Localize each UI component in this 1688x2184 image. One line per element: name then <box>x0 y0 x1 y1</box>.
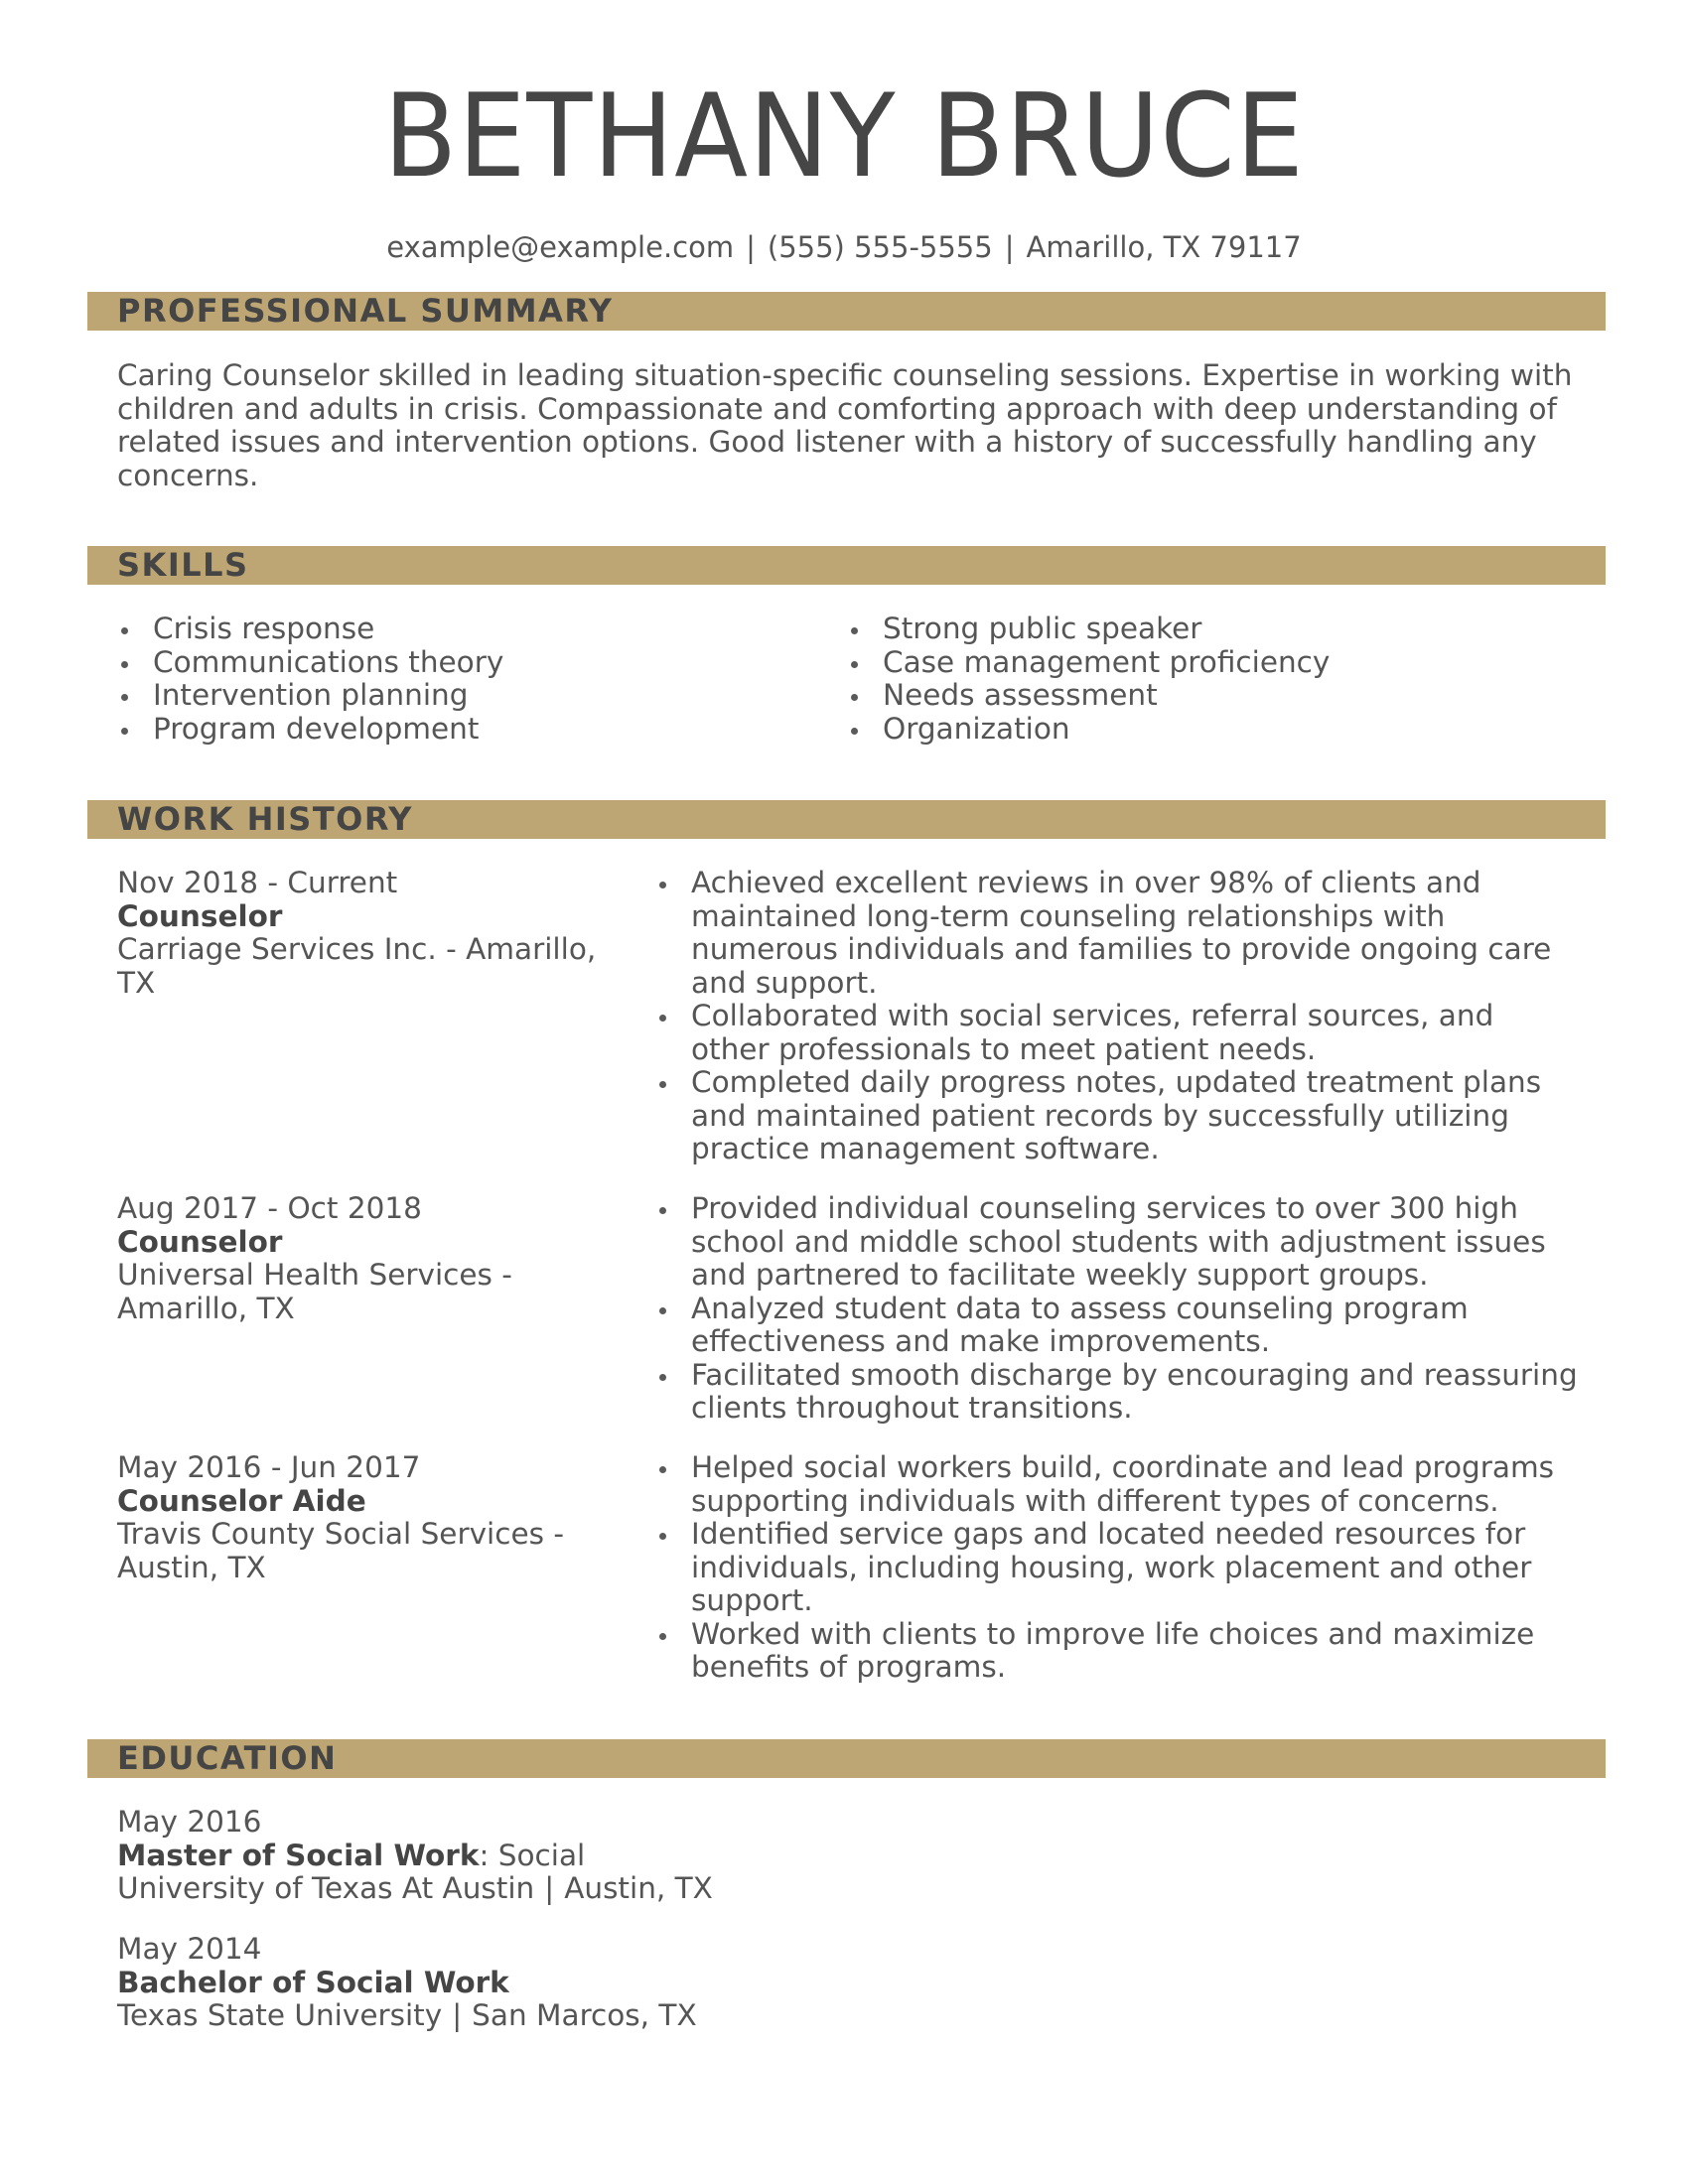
education-degree: Bachelor of Social Work <box>117 1965 509 1999</box>
job-title: Counselor Aide <box>117 1483 366 1518</box>
contact-separator: | <box>746 230 756 264</box>
skill-item: Strong public speaker <box>847 613 1330 646</box>
skill-item: Organization <box>847 713 1330 747</box>
summary-section-bar <box>87 292 1606 331</box>
education-location: Austin, TX <box>564 1871 713 1905</box>
skills-section-title: SKILLS <box>117 546 249 584</box>
job-bullets <box>655 867 1579 1166</box>
education-field: : Social <box>479 1838 586 1872</box>
job-bullet: Facilitated smooth discharge by encouraging and reassuring clients throughout transitions. <box>655 1359 1579 1426</box>
contact-line <box>0 230 1688 264</box>
job-title: Counselor <box>117 1224 283 1259</box>
summary-text: Caring Counselor skilled in leading situation-specific counseling sessions. Expertise in working with children and adults in crisis. Compassionate and comforting approach with deep understanding of related issues and intervention options. Good listener with a history of successfully handling any concerns. <box>117 358 1573 492</box>
job-meta <box>117 1451 633 1584</box>
skill-item: Needs assessment <box>847 679 1330 713</box>
job-bullet: Worked with clients to improve life choices and maximize benefits of programs. <box>655 1618 1579 1685</box>
resume-header <box>0 69 1688 264</box>
skill-item: Case management proficiency <box>847 646 1330 680</box>
skills-list-left <box>117 613 503 746</box>
job-bullet: Completed daily progress notes, updated treatment plans and maintained patient records by successfully utilizing practice management software. <box>655 1066 1579 1166</box>
education-date: May 2016 <box>117 1805 262 1839</box>
education-separator: | <box>452 1998 463 2032</box>
candidate-name: BETHANY BRUCE <box>383 69 1305 204</box>
job-company: Carriage Services Inc. - Amarillo, TX <box>117 932 597 1000</box>
education-separator: | <box>544 1871 555 1905</box>
job-bullets <box>655 1192 1579 1426</box>
education-location: San Marcos, TX <box>472 1998 697 2032</box>
job-bullet: Helped social workers build, coordinate and lead programs supporting individuals with different types of concerns. <box>655 1451 1579 1518</box>
education-entry <box>117 1806 1507 1906</box>
job-company: Travis County Social Services - Austin, TX <box>117 1517 564 1584</box>
skills-section-bar <box>87 546 1606 585</box>
job-bullet: Provided individual counseling services to over 300 high school and middle school students with adjustment issues and partnered to facilitate weekly support groups. <box>655 1192 1579 1293</box>
job-dates: Nov 2018 - Current <box>117 866 398 899</box>
job-dates: Aug 2017 - Oct 2018 <box>117 1191 422 1225</box>
skill-item: Communications theory <box>117 646 503 680</box>
contact-location: Amarillo, TX 79117 <box>1026 230 1302 264</box>
contact-separator: | <box>1004 230 1015 264</box>
summary-section-title: PROFESSIONAL SUMMARY <box>117 292 614 330</box>
job-meta <box>117 1192 633 1325</box>
contact-email: example@example.com <box>386 230 735 264</box>
work-section-title: WORK HISTORY <box>117 800 413 838</box>
job-dates: May 2016 - Jun 2017 <box>117 1450 421 1484</box>
education-degree: Master of Social Work <box>117 1838 480 1872</box>
education-entry <box>117 1933 1507 2033</box>
job-bullet: Analyzed student data to assess counseling program effectiveness and make improvements. <box>655 1293 1579 1359</box>
job-bullet: Achieved excellent reviews in over 98% of clients and maintained long-term counseling relationships with numerous individuals and families to provide ongoing care and support. <box>655 867 1579 1000</box>
job-title: Counselor <box>117 898 283 933</box>
job-meta <box>117 867 633 1000</box>
education-section-title: EDUCATION <box>117 1739 338 1777</box>
job-bullet: Identified service gaps and located needed resources for individuals, including housing, work placement and other support. <box>655 1518 1579 1618</box>
education-section-bar <box>87 1739 1606 1778</box>
work-section-bar <box>87 800 1606 839</box>
job-bullets <box>655 1451 1579 1685</box>
education-school: Texas State University <box>117 1998 443 2032</box>
skill-item: Program development <box>117 713 503 747</box>
contact-phone: (555) 555-5555 <box>767 230 993 264</box>
job-company: Universal Health Services - Amarillo, TX <box>117 1258 512 1325</box>
skill-item: Intervention planning <box>117 679 503 713</box>
job-bullet: Collaborated with social services, referral sources, and other professionals to meet patient needs. <box>655 1000 1579 1066</box>
education-school: University of Texas At Austin <box>117 1871 535 1905</box>
skill-item: Crisis response <box>117 613 503 646</box>
education-date: May 2014 <box>117 1932 262 1966</box>
skills-list-right <box>847 613 1330 746</box>
